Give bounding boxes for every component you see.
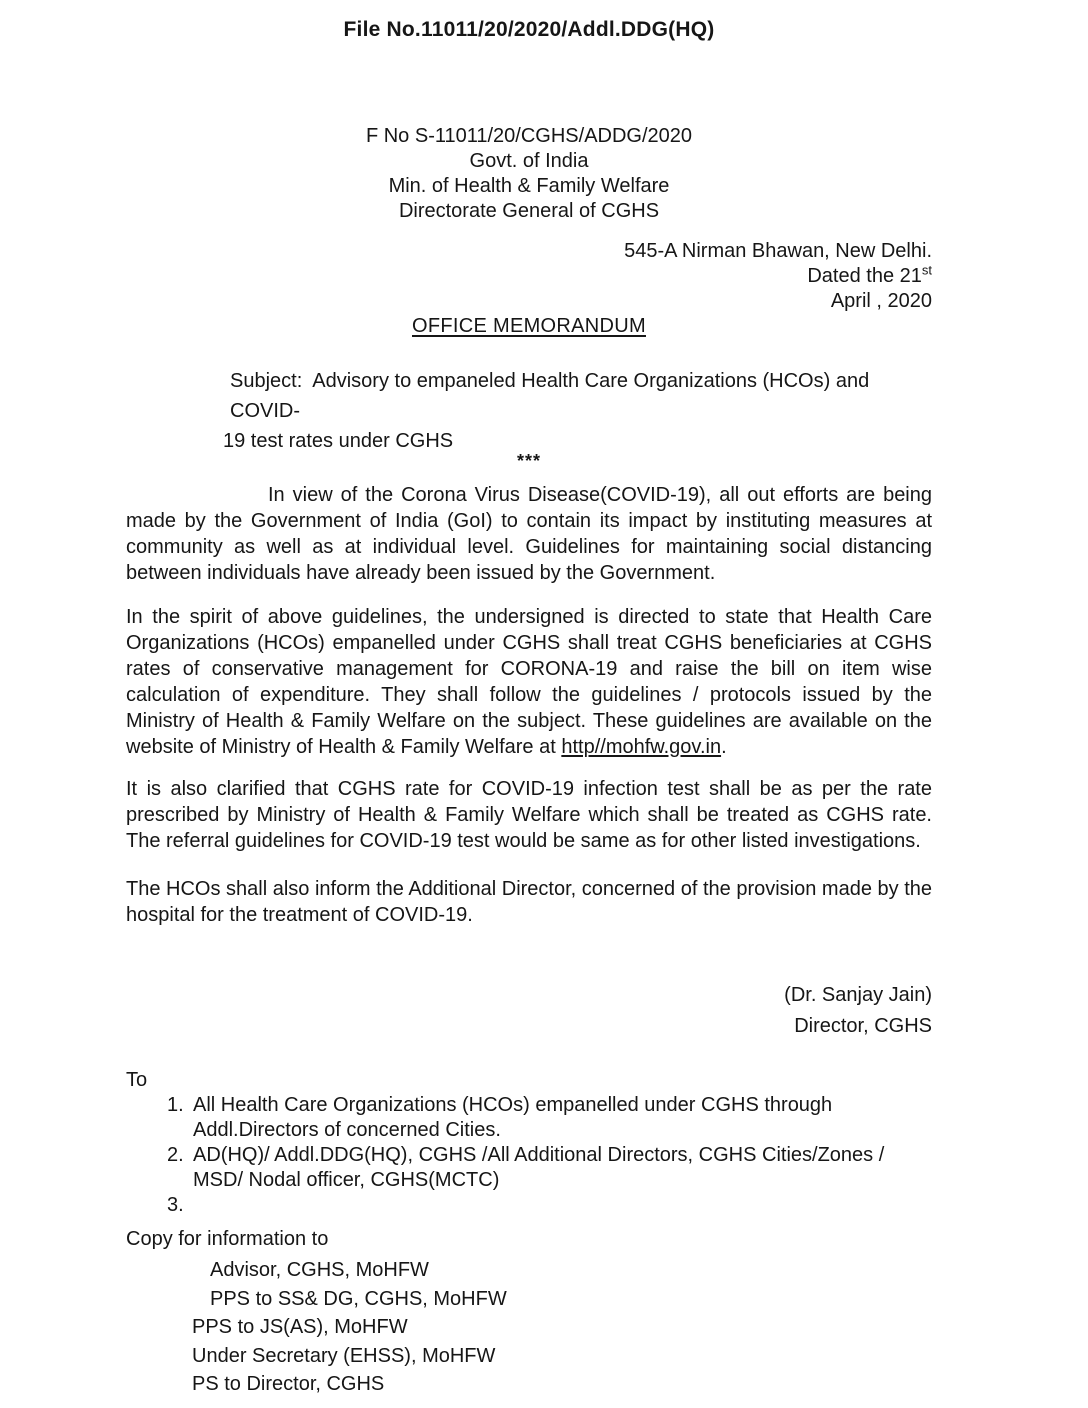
to-item-number: 1. <box>167 1094 184 1116</box>
subject-line-2: 19 test rates under CGHS <box>223 430 454 452</box>
dated-line <box>126 264 932 289</box>
memo-title: OFFICE MEMORANDUM <box>412 315 646 337</box>
dated-superscript: st <box>921 262 932 278</box>
subject-block <box>126 366 932 456</box>
paragraph-2-text: In the spirit of above guidelines, the undersigned is directed to state that Health Care Organizations (HCOs) empanelled under CGHS shall treat CGHS beneficiaries at CGHS rates of conservative management for CORONA-19 and raise the bill on item wise calculation of expenditure. They shall follow the guidelines / protocols issued by the Ministry of Health & Family Welfare on the subject. These guidelines are available on the website of Ministry of Health & Family Welfare at <box>126 606 932 758</box>
to-list-item <box>126 1143 932 1193</box>
mohfw-link[interactable]: http//mohfw.gov.in <box>561 736 722 758</box>
to-item-text: All Health Care Organizations (HCOs) empanelled under CGHS through Addl.Directors of concerned Cities. <box>193 1094 833 1141</box>
separator-stars: *** <box>516 451 541 471</box>
signature-block <box>126 980 932 1042</box>
letterhead-org-line: Min. of Health & Family Welfare <box>388 175 670 197</box>
copy-list-item: Advisor, CGHS, MoHFW <box>210 1259 429 1281</box>
to-item-text: AD(HQ)/ Addl.DDG(HQ), CGHS /All Additional Directors, CGHS Cities/Zones / MSD/ Nodal officer, CGHS(MCTC) <box>193 1144 885 1191</box>
copy-list-item: PPS to SS& DG, CGHS, MoHFW <box>210 1287 507 1310</box>
subject-line-1: Subject: Advisory to empaneled Health Care Organizations (HCOs) and COVID- <box>230 370 875 422</box>
body-paragraph-4: The HCOs shall also inform the Additional Director, concerned of the provision made by the hospital for the treatment of COVID-19. <box>126 878 932 926</box>
letterhead-org-line: Directorate General of CGHS <box>398 200 660 222</box>
body-paragraph-2 <box>126 604 932 760</box>
date-line: April , 2020 <box>830 290 932 312</box>
body-paragraph-1: In view of the Corona Virus Disease(COVID-19), all out efforts are being made by the Government of India (GoI) to contain its impact by instituting measures at community as well as at individual level. Guidelines for maintaining social distancing between individuals have already been issued by the Government. <box>126 484 932 584</box>
letterhead <box>126 124 932 224</box>
letterhead-org-line: Govt. of India <box>469 150 589 172</box>
address-line: 545-A Nirman Bhawan, New Delhi. <box>624 240 932 262</box>
to-item-number: 3. <box>167 1194 184 1216</box>
copy-list-item: Under Secretary (EHSS), MoHFW <box>192 1344 496 1367</box>
dated-text: Dated the 21 <box>807 265 922 287</box>
copy-list-item: PS to Director, CGHS <box>192 1373 385 1395</box>
signatory-designation: Director, CGHS <box>794 1015 932 1037</box>
file-number: File No.11011/20/2020/Addl.DDG(HQ) <box>343 18 715 41</box>
dateline-block <box>126 239 932 314</box>
to-list <box>126 1093 932 1218</box>
copy-info-label: Copy for information to <box>126 1228 329 1250</box>
signatory-name: (Dr. Sanjay Jain) <box>784 984 932 1006</box>
to-label: To <box>126 1069 148 1091</box>
to-item-number: 2. <box>167 1144 184 1166</box>
paragraph-2-period: . <box>721 736 727 758</box>
copy-list-item: PPS to JS(AS), MoHFW <box>192 1316 408 1338</box>
to-list-item <box>126 1193 932 1218</box>
copy-list <box>126 1256 932 1399</box>
body-paragraph-3: It is also clarified that CGHS rate for COVID-19 infection test shall be as per the rate prescribed by Ministry of Health & Family Welfare which shall be treated as CGHS rate. The referral guidelines for COVID-19 test would be same as for other listed investigations. <box>126 778 932 852</box>
letterhead-ref-number: F No S-11011/20/CGHS/ADDG/2020 <box>365 125 693 147</box>
to-list-item <box>126 1093 932 1143</box>
